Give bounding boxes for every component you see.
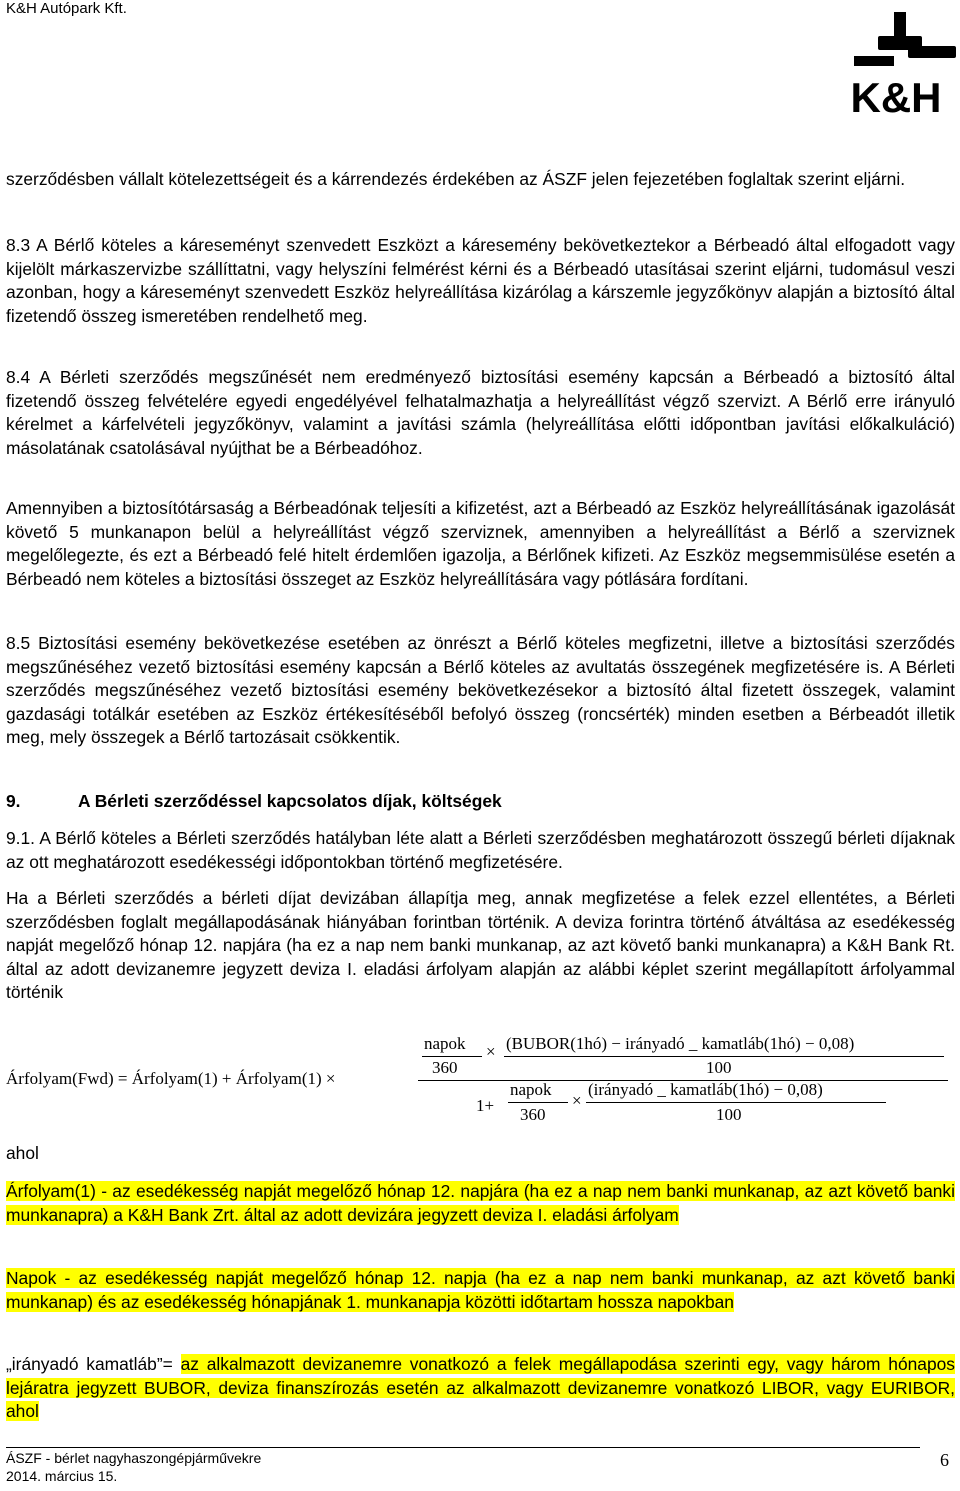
definition-napok (6, 1267, 955, 1314)
ahol-label: ahol (6, 1143, 39, 1163)
paragraph-currency: Ha a Bérleti szerződés a bérleti díjat devizában állapítja meg, annak megfizetése a felek ezzel ellentétes, a Bérleti szerződésben foglalt megállapodásának hiányában forintban történik. A deviza forintra történő átváltása az esedékesség napját megelőző hónap 12. napjára (ha ez a nap nem banki munkanap, az azt követő banki munkanapra) a K&H Bank Rt. által az adott devizanemre jegyzett deviza I. eladási árfolyam alapján az alábbi képlet szerint megállapított árfolyammal történik (6, 888, 955, 1003)
formula-times-2: × (572, 1091, 582, 1110)
formula-num-360: 360 (432, 1058, 458, 1077)
definition-arfolyam-text: Árfolyam(1) - az esedékesség napját megelőző hónap 12. napjára (ha ez a nap nem banki munkanap, az azt követő banki munkanapra) a K&H Bank Zrt. által az adott devizára jegyzett deviza I. eladási árfolyam (6, 1181, 955, 1225)
formula-den-100: 100 (716, 1105, 742, 1124)
kh-logo-mark (854, 12, 956, 66)
formula-num-expr: (BUBOR(1hó) − irányadó _ kamatláb(1hó) − 0,08) (506, 1034, 855, 1053)
paragraph-9-1: 9.1. A Bérlő köteles a Bérleti szerződés hatályban léte alatt a Bérleti szerződésben meghatározott összegű bérleti díjaknak az ott meghatározott esedékességi időpontokban történő megfizetésére. (6, 828, 955, 872)
section-9-heading (6, 790, 502, 814)
kh-logo (834, 6, 958, 116)
paragraph-payment: Amennyiben a biztosítótársaság a Bérbeadónak teljesíti a kifizetést, azt a Bérbeadó az Eszköz helyreállításának igazolását követő 5 munkanapon belül a helyreállítást végző szerviznek, amennyiben a helyreállítást a Bérlő a szerviznek megelőlegezte, és ezt a Bérbeadó felé hitelt érdemlően igazolja, a Bérlőnek kifizeti. Az Eszköz megsemmisülése esetén a Bérbeadó nem köteles a biztosítási összeget az Eszköz helyreállítására vagy pótlására fordítani. (6, 498, 955, 589)
formula-num-napok: napok (424, 1034, 466, 1053)
definition-kamatlab-term: „irányadó kamatláb”= (6, 1354, 173, 1374)
paragraph-8-4: 8.4 A Bérleti szerződés megszűnését nem eredményező biztosítási esemény kapcsán a Bérbeadó a biztosító által fizetendő összeg felvételére egyedi engedélyével felhatalmazhatja a helyreállítást végző szervizt. A Bérlő erre irányuló kérelmet a kárfelvételi jegyzőkönyv, valamint a javítási számla (helyreállítása előtti időpontban javítási előkalkuláció) másolatának csatolásával nyújthat be a Bérbeadóhoz. (6, 367, 955, 458)
footer-divider (6, 1447, 920, 1448)
footer-doc-title: ÁSZF - bérlet nagyhaszongépjárművekre (6, 1450, 262, 1466)
definition-kamatlab (6, 1353, 955, 1424)
logo-text: K&H (850, 74, 942, 116)
paragraph-8-5: 8.5 Biztosítási esemény bekövetkezése esetében az önrészt a Bérlő köteles megfizetni, illetve a biztosítási szerződés megszűnéséhez vezető biztosítási esemény kapcsán a Bérlő köteles az avultatás összegének megfizetésére is. A Bérleti szerződés megszűnéséhez vezető biztosítási esemény bekövetkezésekor a biztosító által fizetett összegek, valamint gazdasági totálkár esetében az Eszköz értékesítéséből befolyó összeg (roncsérték) minden esetben a Bérbeadót illetik meg, mely összegek a Bérlő tartozásait csökkentik. (6, 633, 955, 748)
formula-den-napok: napok (510, 1080, 552, 1099)
page-number: 6 (940, 1450, 949, 1470)
formula-den-expr: (irányadó _ kamatláb(1hó) − 0,08) (588, 1080, 823, 1099)
company-name: K&H Autópark Kft. (6, 0, 127, 17)
exchange-rate-formula (6, 1030, 956, 1130)
formula-den-360: 360 (520, 1105, 546, 1124)
definition-arfolyam (6, 1180, 955, 1227)
definition-kamatlab-text: az alkalmazott devizanemre vonatkozó a felek megállapodása szerinti egy, vagy három hónapos lejáratra jegyzett BUBOR, deviza finanszírozás esetén az alkalmazott devizanemre vonatkozó LIBOR, vagy EURIBOR, ahol (6, 1354, 955, 1422)
formula-num-100: 100 (706, 1058, 732, 1077)
section-number: 9. (6, 791, 21, 811)
paragraph-8-3: 8.3 A Bérlő köteles a káreseményt szenvedett Eszközt a káresemény bekövetkeztekor a Bérbeadó által elfogadott vagy kijelölt márkaszervizbe szállíttatni, vagy helyszíni felmérést kérni és a Bérbeadó utasításai szerint eljárni, tudomásul veszi azonban, hogy a káreseményt szenvedett Eszköz helyreállítása kizárólag a kárszemle jegyzőkönyv alapján a biztosító által fizetendő összeg ismeretében rendelhető meg. (6, 235, 955, 326)
paragraph-continuation: szerződésben vállalt kötelezettségeit és a kárrendezés érdekében az ÁSZF jelen fejezetében foglaltak szerint eljárni. (6, 169, 906, 189)
section-title: A Bérleti szerződéssel kapcsolatos díjak, költségek (78, 791, 502, 811)
formula-lhs: Árfolyam(Fwd) = Árfolyam(1) + Árfolyam(1) × (6, 1069, 336, 1088)
footer-date: 2014. március 15. (6, 1468, 118, 1484)
formula-times-1: × (486, 1042, 496, 1061)
definition-napok-text: Napok - az esedékesség napját megelőző hónap 12. napja (ha ez a nap nem banki munkanap, az azt követő banki munkanap) és az esedékesség hónapjának 1. munkanapja közötti időtartam hossza napokban (6, 1268, 955, 1312)
formula-den-one-plus: 1+ (476, 1096, 495, 1115)
